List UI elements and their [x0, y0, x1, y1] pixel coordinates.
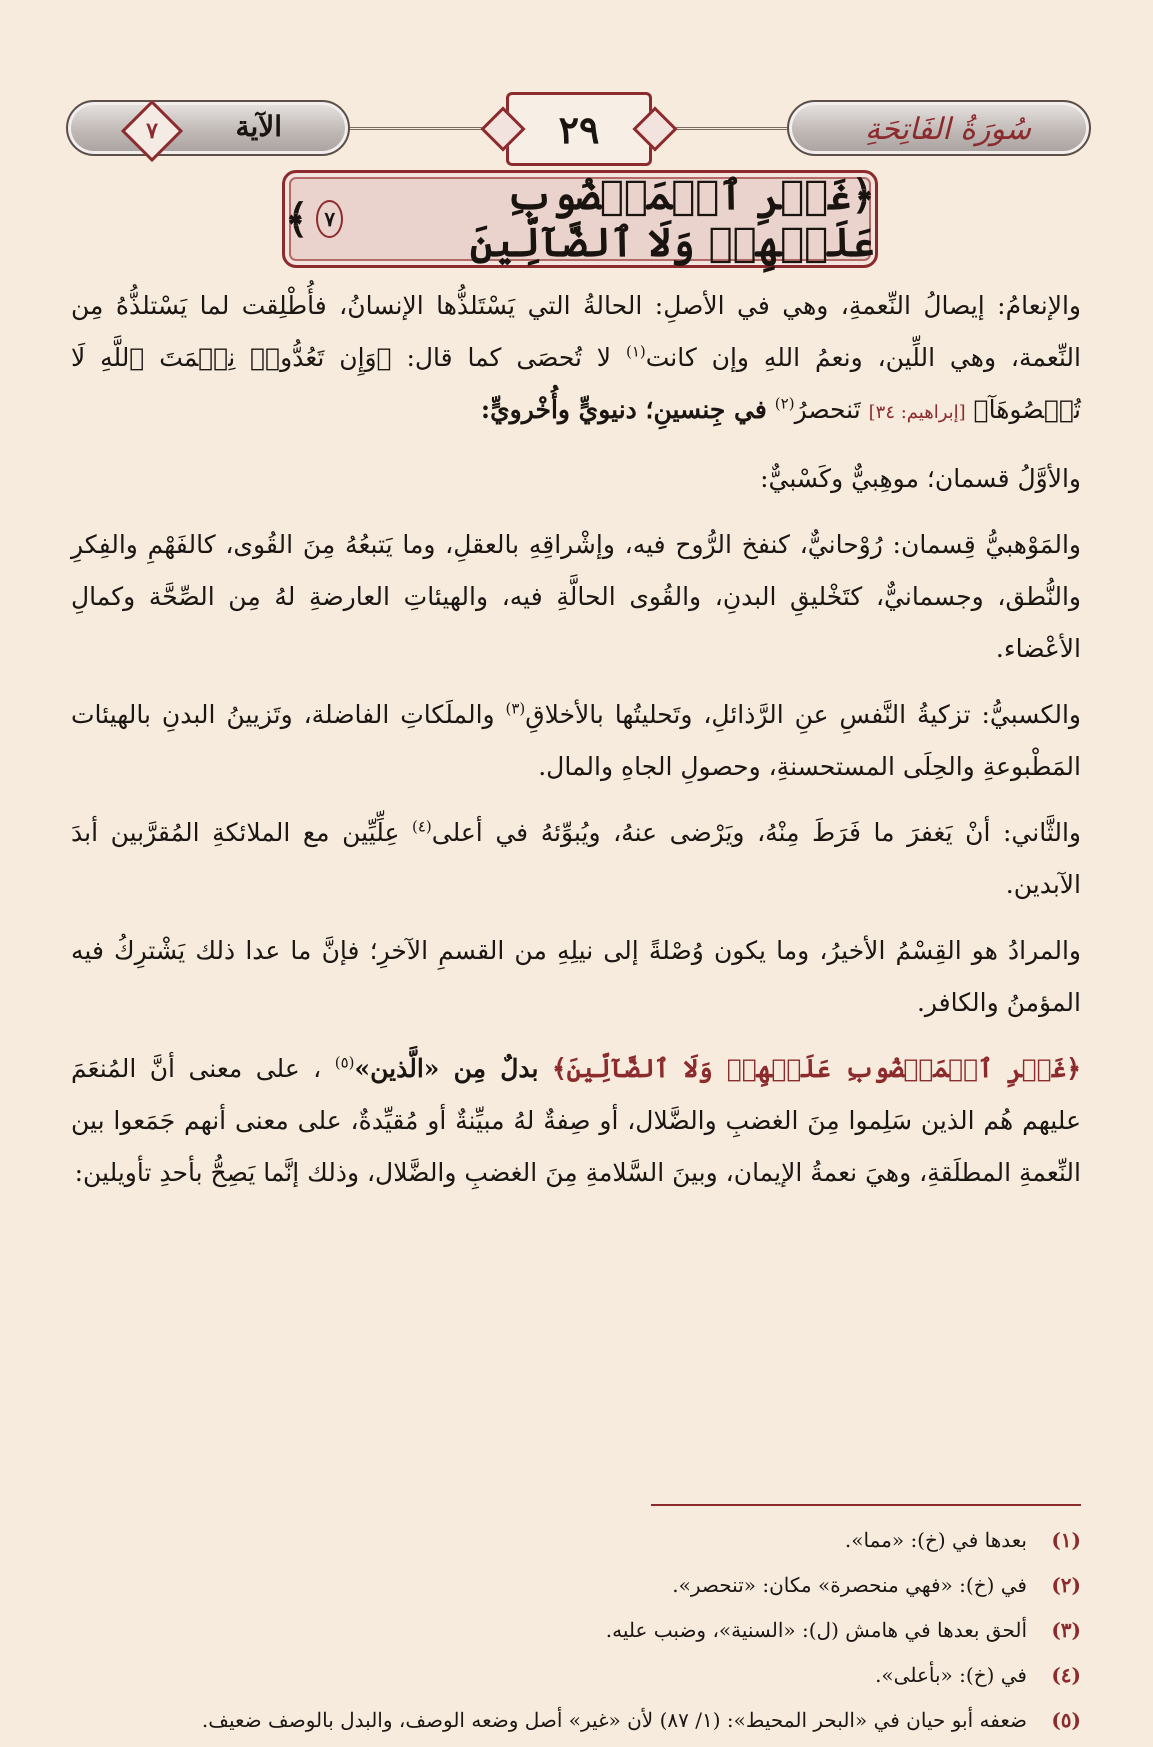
- page-number: [506, 92, 652, 166]
- aya-label: الآية: [235, 110, 282, 143]
- verse-close-bracket: ﴾: [285, 195, 309, 243]
- paragraph: والثَّاني: أنْ يَغفرَ ما فَرَطَ مِنْهُ، ويَرْضى عنهُ، ويُبوِّئهُ في أعلى$^{(٤)}$ عِلِّيِّين مع الملائكةِ المُقرَّبين أبدَ الآبدين.: [71, 817, 1081, 899]
- verse-text: ﴿غَيۡرِ ٱلۡمَغۡضُوبِ عَلَيۡهِمۡ وَلَا ٱلضَّآلِّينَ: [469, 172, 875, 266]
- paragraph: والمرادُ هو القِسْمُ الأخيرُ، وما يكون وُصْلةً إلى نيلِهِ من القسمِ الآخرِ؛ فإنَّ ما عدا ذلك يَشْترِكُ فيه المؤمنُ والكافر.: [71, 936, 1081, 1017]
- footnote-ref: (١): [625, 342, 646, 361]
- footnote-ref: (٣): [505, 699, 526, 718]
- footnote: (١) بعدها في (خ): «مما».: [844, 1528, 1081, 1552]
- sura-name-badge: [787, 100, 1091, 156]
- paragraph: والكسبيُّ: تزكيةُ النَّفسِ عنِ الرَّذائلِ، وتَحليتُها بالأخلاقِ$^{(٣)}$ والملَكاتِ الفاضلة، وتَزيينُ البدنِ بالهيئات المَطْبوعةِ والحِلَى المستحسنةِ، وحصولِ الجاهِ والمال.: [71, 699, 1081, 781]
- verse-number: ٧: [316, 200, 343, 238]
- footnote-ref: (٥): [334, 1053, 355, 1072]
- sura-name: سُورَةُ الفَاتِحَةِ: [865, 112, 1031, 147]
- aya-number-badge: [121, 100, 183, 162]
- verse-heading: [282, 170, 878, 268]
- footnote: (٥) ضعفه أبو حيان في «البحر المحيط»: (١/ ٨٧) لأن «غير» أصل وضعه الوصف، والبدل بالوصف ضعيف.: [201, 1708, 1081, 1732]
- footnotes: [71, 1522, 1081, 1747]
- quran-reference: [إبراهيم: ٣٤]: [868, 402, 966, 423]
- paragraph: والأوَّلُ قسمان؛ موهِبيٌّ وكَسْبيٌّ:: [760, 464, 1081, 493]
- footnote: (٤) في (خ): «بأعلى».: [875, 1663, 1081, 1687]
- aya-badge: [66, 100, 350, 156]
- commentary-body: [71, 280, 1081, 1213]
- page-number-text: ٢٩: [558, 106, 600, 152]
- paragraph: ﴿غَيۡرِ ٱلۡمَغۡضُوبِ عَلَيۡهِمۡ وَلَا ٱلضَّآلِّينَ﴾ بدلٌ مِن «الَّذين»$^{(٥)}$ ، على معنى أنَّ المُنعَمَ عليهم هُم الذين سَلِموا مِنَ الغضبِ والضَّلال، أو صِفةٌ لهُ مبيِّنةٌ أو مُقيِّدةٌ، على معنى أنهم جَمَعوا بين النِّعمةِ المطلَقةِ، وهيَ نعمةُ الإيمان، وبينَ السَّلامةِ مِنَ الغضبِ والضَّلال، وذلك إنَّما يَصِحُّ بأحدِ تأويلين:: [71, 1053, 1082, 1187]
- paragraph: والمَوْهبيُّ قِسمان: رُوْحانيٌّ، كنفخ الرُّوح فيه، وإشْراقِهِ بالعقلِ، وما يَتبعُهُ مِنَ القُوى، كالفَهْمِ والفِكرِ والنُّطق، وجسمانيٌّ، كتَخْليقِ البدنِ، والقُوى الحالَّةِ فيه، والهيئاتِ العارضةِ لهُ مِن الصِّحَّة وكمالِ الأعْضاء.: [71, 530, 1081, 663]
- footnote-ref: (٢): [774, 394, 795, 413]
- footnote-ref: (٤): [412, 817, 432, 836]
- quran-quote: ﴿غَيۡرِ ٱلۡمَغۡضُوبِ عَلَيۡهِمۡ وَلَا ٱلضَّآلِّينَ﴾: [551, 1054, 1082, 1083]
- page-header: [66, 98, 1091, 160]
- footnote-separator: [651, 1504, 1081, 1506]
- aya-number: ٧: [146, 118, 158, 144]
- paragraph: والإنعامُ: إيصالُ النِّعمةِ، وهي في الأصلِ: الحالةُ التي يَسْتَلذُّها الإنسانُ، فأُطْلِقت لما يَسْتلذُّهُ مِن النِّعمة، وهي اللِّين، ونعمُ اللهِ وإن كانت$^{(١)}$ لا تُحصَى كما قال: ﴿وَإِن تَعُدُّوا۟ نِعۡمَتَ ٱللَّهِ لَا تُحۡصُوهَآ﴾ [إبراهيم: ٣٤] تَنحصرُ$^{(٢)}$ في جِنسينِ؛ دنيويٍّ وأُخْرويٍّ:: [71, 291, 1081, 424]
- footnote: (٣) ألحق بعدها في هامش (ل): «السنية»، وضبب عليه.: [605, 1618, 1081, 1642]
- footnote: (٢) في (خ): «فهي منحصرة» مكان: «تنحصر».: [672, 1573, 1081, 1597]
